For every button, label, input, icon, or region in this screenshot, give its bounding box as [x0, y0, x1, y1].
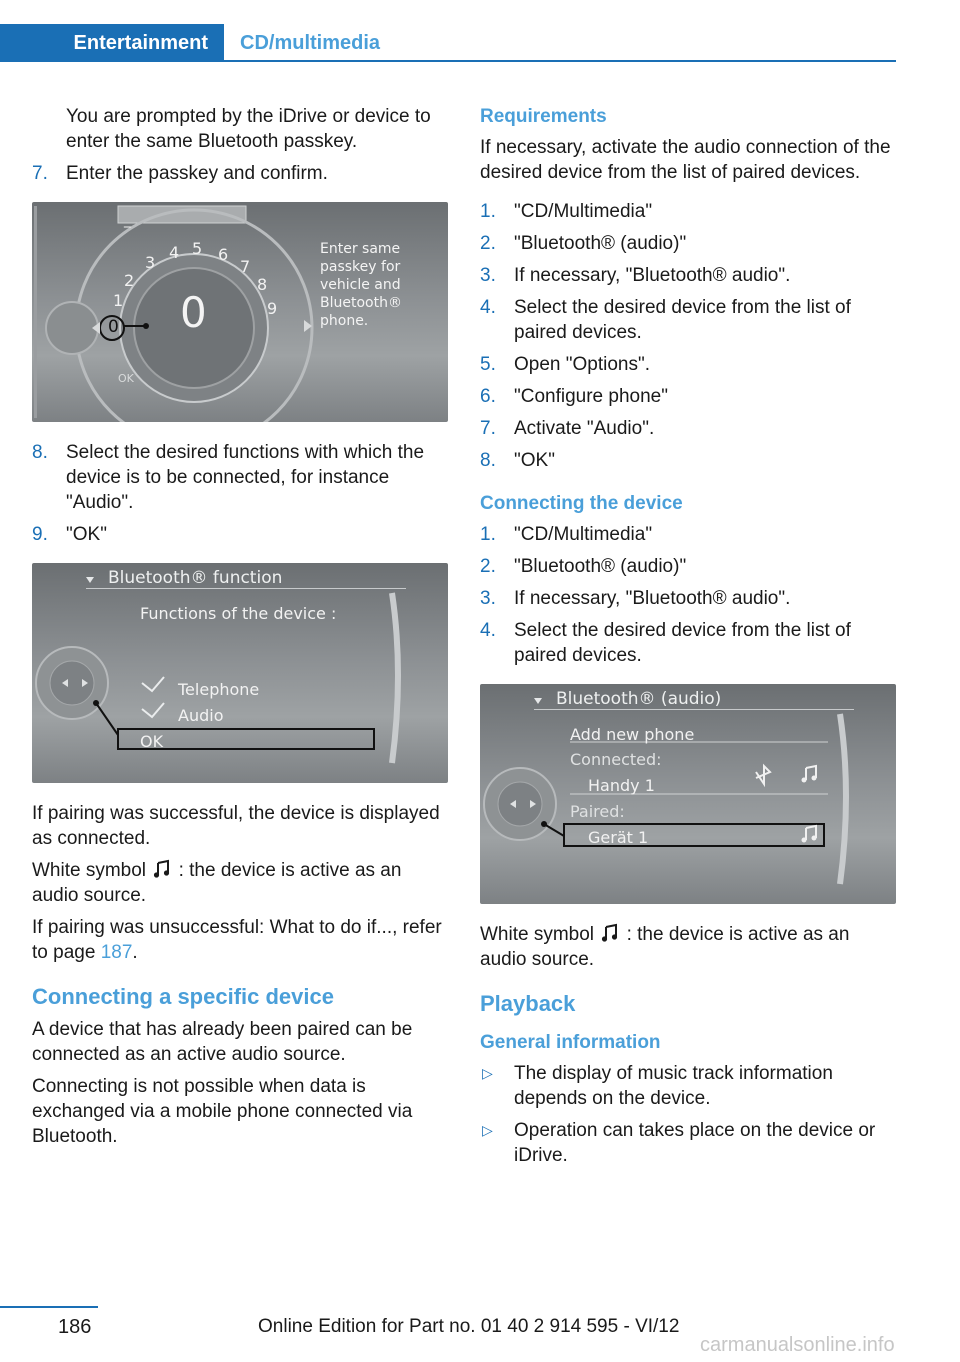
step-number: 5. [480, 354, 496, 375]
list-item [480, 586, 896, 611]
step-number: 8. [32, 442, 48, 463]
list-item [480, 295, 896, 345]
white-symbol-text [480, 922, 896, 972]
screen-title: Bluetooth® (audio) [556, 689, 722, 709]
functions-label: Functions of the device : [140, 604, 337, 623]
step-text: "Bluetooth® (audio)" [514, 556, 687, 577]
bluetooth-audio-screenshot [480, 684, 896, 904]
fail-end: . [132, 942, 138, 963]
intro-text: You are prompted by the iDrive or device to enter the same Bluetooth passkey. [66, 106, 431, 152]
edition-text: Online Edition for Part no. 01 40 2 914 595 - VI/12 [258, 1316, 680, 1337]
add-new-phone[interactable]: Add new phone [570, 725, 695, 744]
bullet-icon: ▷ [482, 1122, 493, 1138]
connecting-steps [480, 522, 896, 668]
list-item [480, 199, 896, 224]
right-column [480, 104, 896, 1175]
hint-line: passkey for [320, 259, 401, 275]
watermark: carmanualsonline.info [700, 1334, 895, 1356]
dial-digit-0[interactable]: 0 [108, 317, 119, 337]
step-text: Enter the passkey and confirm. [66, 163, 328, 184]
list-item [480, 1118, 896, 1168]
dial-digit-1[interactable]: 1 [113, 291, 124, 310]
specific-text-1: A device that has already been paired can be connected as an active audio source. [32, 1019, 413, 1065]
requirements-heading: Requirements [480, 106, 607, 127]
step-text: "CD/Multimedia" [514, 524, 653, 545]
left-column [32, 104, 448, 1156]
step-number: 7. [480, 418, 496, 439]
step-text: "Configure phone" [514, 386, 668, 407]
step-text: "Bluetooth® (audio)" [514, 233, 687, 254]
step-text: "OK" [514, 450, 555, 471]
requirements-text: If necessary, activate the audio connection of the desired device from the list of paired devices. [480, 137, 891, 183]
page-number: 186 [58, 1316, 92, 1338]
step-number: 4. [480, 297, 496, 318]
list-item [480, 352, 896, 377]
option-audio[interactable]: Audio [178, 706, 224, 725]
step-number: 8. [480, 450, 496, 471]
list-item [480, 384, 896, 409]
step-number: 2. [480, 556, 496, 577]
step-9 [32, 522, 448, 547]
step-8 [32, 440, 448, 515]
dial-digit-4[interactable]: 4 [169, 243, 180, 262]
connected-label: Connected: [570, 750, 662, 769]
controller-graphic [480, 684, 896, 904]
step-text: Select the desired functions with which the device is to be connected, for instance "Audio". [66, 442, 425, 513]
step-text: If necessary, "Bluetooth® audio". [514, 588, 791, 609]
bluetooth-function-screenshot [32, 563, 448, 783]
step-number: 7. [32, 163, 48, 184]
step-text: Select the desired device from the list of paired devices. [514, 297, 851, 343]
section-tab[interactable]: Entertainment [0, 24, 224, 62]
list-item [480, 416, 896, 441]
list-item [480, 1061, 896, 1111]
entered-digit-display: 0 [180, 288, 207, 337]
list-item [480, 448, 896, 473]
page-header [0, 24, 896, 62]
bullet-text: The display of music track information depends on the device. [514, 1063, 833, 1109]
white-symbol-desc: : the device is active as an audio source. [480, 924, 850, 970]
connecting-heading: Connecting the device [480, 493, 683, 514]
step-text: Select the desired device from the list of paired devices. [514, 620, 851, 666]
step-number: 1. [480, 524, 496, 545]
step-number: 9. [32, 524, 48, 545]
fail-text: If pairing was unsuccessful: What to do if..., refer to page [32, 917, 442, 963]
dial-ok[interactable]: OK [118, 372, 134, 385]
hint-line: Enter same [320, 241, 401, 257]
pairing-fail-text [32, 915, 448, 965]
section-heading: Connecting a specific device [32, 984, 334, 1009]
device-handy-1[interactable]: Handy 1 [588, 776, 655, 795]
list-item [480, 263, 896, 288]
step-number: 6. [480, 386, 496, 407]
music-note-icon [601, 923, 619, 943]
dial-digit-3[interactable]: 3 [145, 253, 156, 272]
list-item [480, 554, 896, 579]
screen-divider [534, 709, 854, 710]
step-text: If necessary, "Bluetooth® audio". [514, 265, 791, 286]
screen-divider [86, 588, 406, 589]
music-note-icon [153, 859, 171, 879]
general-info-heading: General information [480, 1032, 661, 1053]
requirements-steps [480, 199, 896, 473]
pairing-success-text: If pairing was successful, the device is displayed as connected. [32, 803, 440, 849]
step-number: 3. [480, 265, 496, 286]
passkey-hint [320, 240, 402, 330]
header-rule [0, 60, 896, 62]
controller-graphic [32, 563, 448, 783]
bullet-icon: ▷ [482, 1065, 493, 1081]
page-link[interactable]: 187 [100, 942, 133, 963]
white-symbol-label: White symbol [32, 860, 147, 881]
ok-button[interactable]: OK [140, 732, 164, 751]
white-symbol-text [32, 858, 448, 908]
step-number: 1. [480, 201, 496, 222]
list-item [480, 522, 896, 547]
hint-line: Bluetooth® [320, 295, 402, 311]
dial-digit-6[interactable]: 6 [218, 245, 229, 264]
white-symbol-desc: : the device is active as an audio source. [32, 860, 402, 906]
list-item [480, 231, 896, 256]
footer-rule [0, 1306, 98, 1308]
paired-label: Paired: [570, 802, 625, 821]
hint-line: phone. [320, 313, 369, 329]
device-geraet-1[interactable]: Gerät 1 [588, 828, 649, 847]
passkey-input[interactable]: _ [124, 212, 131, 228]
hint-line: vehicle and [320, 277, 401, 293]
option-telephone[interactable]: Telephone [178, 680, 260, 699]
passkey-screenshot [32, 202, 448, 422]
step-text: Open "Options". [514, 354, 651, 375]
bullet-text: Operation can takes place on the device or iDrive. [514, 1120, 876, 1166]
list-item [480, 618, 896, 668]
step-7 [32, 161, 448, 186]
step-number: 2. [480, 233, 496, 254]
subsection-tab[interactable]: CD/multimedia [240, 32, 381, 54]
dial-digit-7[interactable]: 7 [240, 257, 251, 276]
step-text: "CD/Multimedia" [514, 201, 653, 222]
step-number: 3. [480, 588, 496, 609]
step-text: Activate "Audio". [514, 418, 655, 439]
step-number: 4. [480, 620, 496, 641]
white-symbol-label: White symbol [480, 924, 595, 945]
specific-text-2: Connecting is not possible when data is exchanged via a mobile phone connected via Bluetooth. [32, 1076, 413, 1147]
step-text: "OK" [66, 524, 107, 545]
playback-heading: Playback [480, 991, 576, 1016]
screen-title: Bluetooth® function [108, 568, 283, 588]
dial-digit-9[interactable]: 9 [267, 299, 278, 318]
dial-digit-8[interactable]: 8 [257, 275, 268, 294]
dial-digit-2[interactable]: 2 [124, 271, 135, 290]
dial-digit-5[interactable]: 5 [192, 239, 203, 258]
